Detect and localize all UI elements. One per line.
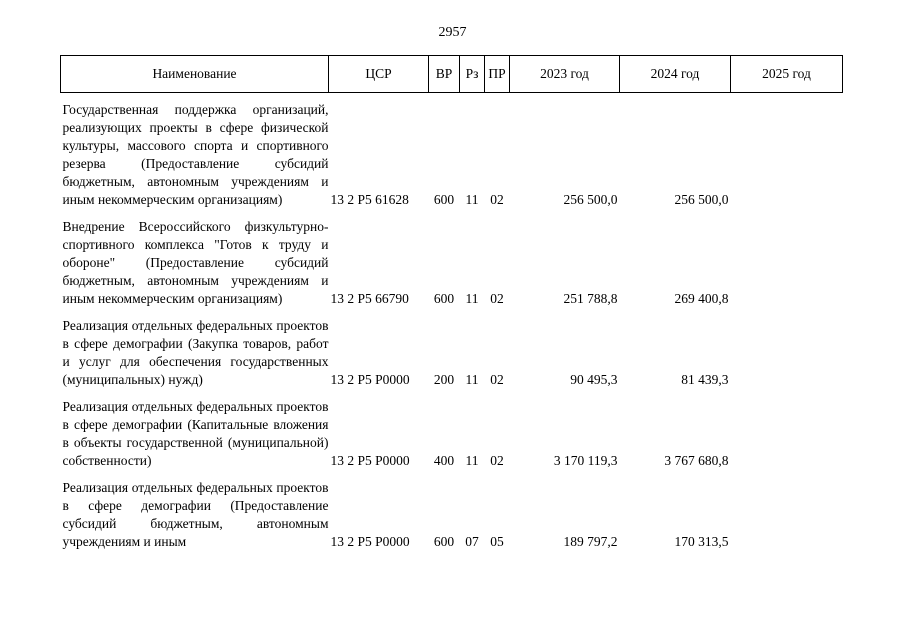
page-number: 2957 xyxy=(438,25,467,40)
row-name: Государственная поддержка организаций, реализующих проекты в сфере физической культуры, массового спорта и спортивного резерва (Предоставление субсидий бюджетным, автономным учреждениям и иным некоммерческим организациям) xyxy=(62,102,329,207)
row-2023: 3 170 119,3 xyxy=(553,453,618,468)
table-row xyxy=(61,93,843,210)
row-2024: 81 439,3 xyxy=(681,372,729,387)
row-2024: 3 767 680,8 xyxy=(664,453,729,468)
row-name: Реализация отдельных федеральных проектов в сфере демографии (Закупка товаров, работ и услуг для обеспечения государственных (муниципальных) нужд) xyxy=(62,318,329,387)
row-vr: 200 xyxy=(433,372,455,387)
row-pr: 02 xyxy=(490,291,504,306)
header-2025: 2025 год xyxy=(731,56,843,93)
row-pr: 02 xyxy=(490,372,504,387)
row-pr: 02 xyxy=(490,192,504,207)
budget-table xyxy=(60,55,843,551)
row-vr: 600 xyxy=(433,534,455,549)
header-pr: ПР xyxy=(485,56,510,93)
row-2025 xyxy=(731,389,843,470)
row-rz: 11 xyxy=(465,291,479,306)
header-vr: ВР xyxy=(429,56,460,93)
table-row xyxy=(61,209,843,308)
row-2025 xyxy=(731,93,843,210)
row-csr: 13 2 Р5 66790 xyxy=(330,291,409,306)
row-2023: 256 500,0 xyxy=(563,192,618,207)
row-2023: 251 788,8 xyxy=(563,291,618,306)
row-pr: 05 xyxy=(490,534,504,549)
row-vr: 400 xyxy=(433,453,455,468)
row-name: Реализация отдельных федеральных проектов в сфере демографии (Капитальные вложения в объекты государственной (муниципальной) собственности) xyxy=(62,399,329,468)
header-2023: 2023 год xyxy=(510,56,620,93)
row-rz: 11 xyxy=(465,372,479,387)
row-csr: 13 2 Р5 Р0000 xyxy=(330,534,410,549)
row-vr: 600 xyxy=(433,192,455,207)
row-2025 xyxy=(731,470,843,551)
header-rz: Рз xyxy=(460,56,485,93)
row-rz: 11 xyxy=(465,192,479,207)
row-csr: 13 2 Р5 61628 xyxy=(330,192,409,207)
row-2024: 256 500,0 xyxy=(674,192,729,207)
row-2024: 269 400,8 xyxy=(674,291,729,306)
header-2024: 2024 год xyxy=(620,56,731,93)
table-row xyxy=(61,308,843,389)
table-row xyxy=(61,470,843,551)
header-name: Наименование xyxy=(61,56,329,93)
row-name: Внедрение Всероссийского физкультурно-спортивного комплекса "Готов к труду и обороне" (Предоставление субсидий бюджетным, автономным учреждениям и иным некоммерческим организациям) xyxy=(62,219,329,306)
row-rz: 11 xyxy=(465,453,479,468)
row-csr: 13 2 Р5 Р0000 xyxy=(330,372,410,387)
table-row xyxy=(61,389,843,470)
row-rz: 07 xyxy=(465,534,479,549)
row-2023: 189 797,2 xyxy=(563,534,618,549)
row-csr: 13 2 Р5 Р0000 xyxy=(330,453,410,468)
row-2024: 170 313,5 xyxy=(674,534,729,549)
table-header-row xyxy=(61,56,843,93)
row-name: Реализация отдельных федеральных проектов в сфере демографии (Предоставление субсидий бюджетным, автономным учреждениям и иным xyxy=(62,480,329,549)
header-csr: ЦСР xyxy=(329,56,429,93)
row-2025 xyxy=(731,209,843,308)
row-vr: 600 xyxy=(433,291,455,306)
row-pr: 02 xyxy=(490,453,504,468)
row-2025 xyxy=(731,308,843,389)
row-2023: 90 495,3 xyxy=(570,372,618,387)
